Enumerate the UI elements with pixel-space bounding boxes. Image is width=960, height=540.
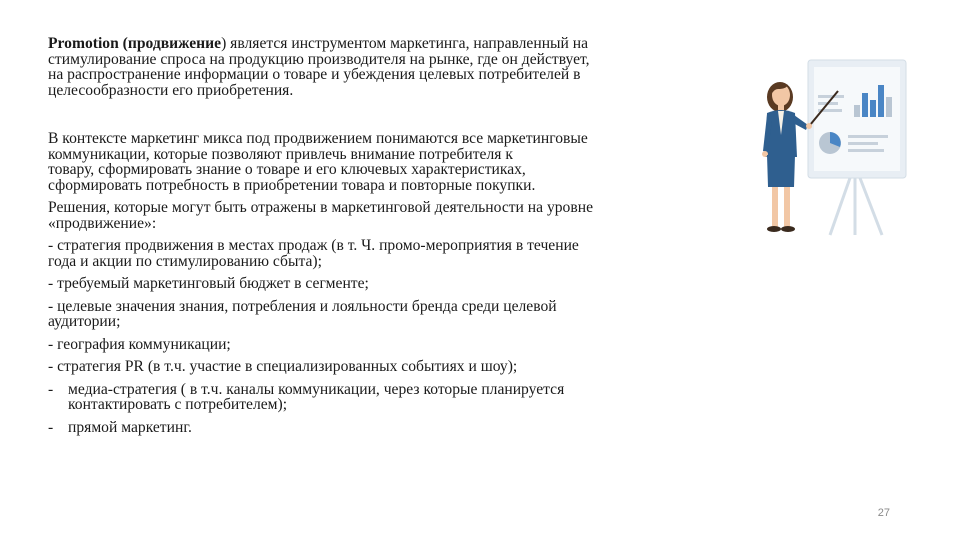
list-item: - целевые значения знания, потребления и лояльности бренда среди целевой аудитории; [48,297,557,330]
main-text [48,36,720,435]
skirt [767,155,795,187]
hand [806,123,812,129]
page-number: 27 [877,507,890,519]
board-text-line [848,149,884,152]
intro-paragraph [48,36,720,98]
board-text-line [848,135,888,138]
context-line4: сформировать потребность в приобретении товара и повторные покупки. [48,176,536,194]
chart-bar [862,93,868,117]
promotion-term: Promotion [48,35,119,52]
easel-leg-right [860,178,882,235]
leg [772,187,778,227]
presenter-illustration [750,55,910,245]
list-dash: - [48,380,54,398]
shoe [781,226,795,232]
board-surface [814,67,900,171]
list-item-hanging: - прямой маркетинг. [48,418,192,436]
leg [784,187,790,227]
chart-bar [854,105,860,117]
list-item: - стратегия PR (в т.ч. участие в специализированных событиях и шоу); [48,358,518,375]
list-dash: - [48,418,54,436]
context-line1: В контексте маркетинг микса под продвижением понимаются все маркетинговые [48,130,588,147]
intro-line3: на распространение информации о товаре и убеждения целевых потребителей в [48,66,581,83]
decisions-paragraph [48,200,720,231]
list-item: - стратегия продвижения в местах продаж (в т. Ч. промо-мероприятия в течение года и акции по стимулированию сбыта); [48,237,579,270]
intro-line1-rest: ) является инструментом маркетинга, направленный на [221,35,589,52]
decisions-line2: «продвижение»: [48,214,157,232]
easel-leg-left [830,178,850,235]
intro-line2: стимулирование спроса на продукцию производителя на рынке, где он действует, [48,50,590,68]
list-item-hanging: - медиа-стратегия ( в т.ч. каналы коммуникации, через которые планируется контактировать с потребителем); [48,380,565,413]
shoe [767,226,781,232]
context-line3: товару, сформировать знание о товаре и его ключевых характеристиках, [48,161,526,178]
list-item: - требуемый маркетинговый бюджет в сегменте; [48,275,369,292]
board-text-line [848,142,878,145]
list-item: - география коммуникации; [48,335,231,353]
chart-bar [878,85,884,117]
chart-bar [886,97,892,117]
intro-line4: целесообразности его приобретения. [48,81,294,99]
board-text-line [818,95,844,98]
decisions-line1: Решения, которые могут быть отражены в маркетинговой деятельности на уровне [48,199,593,216]
context-line2: коммуникации, которые позволяют привлечь внимание потребителя к [48,145,513,163]
chart-bar [870,100,876,117]
context-paragraph [48,131,720,193]
promotion-term-ru: (продвижение [122,35,222,52]
